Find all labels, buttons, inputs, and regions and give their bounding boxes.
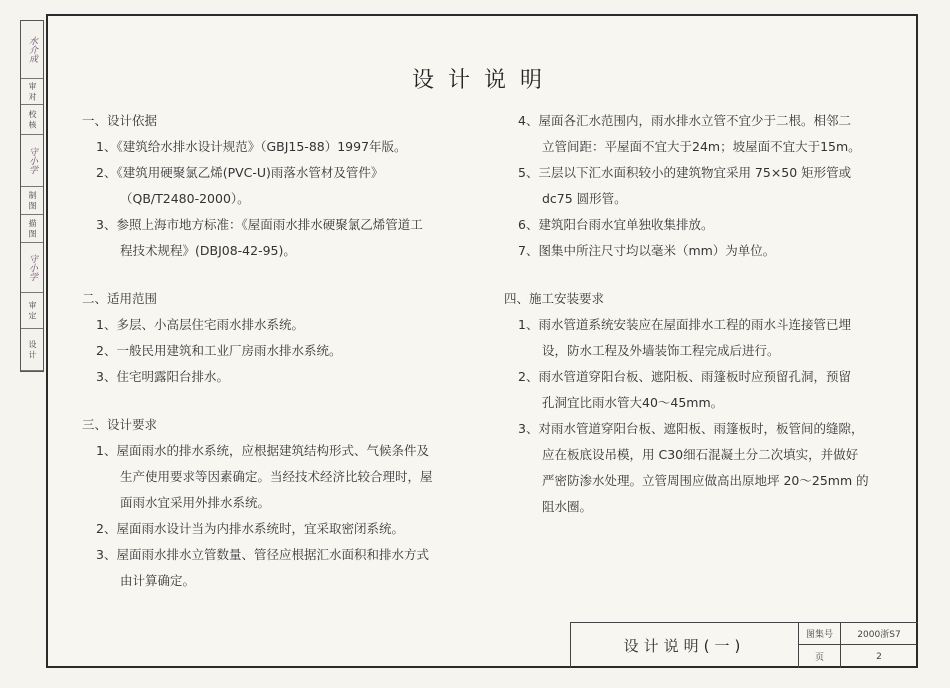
- side-strip-cell: [21, 243, 43, 293]
- list-item: 3、屋面雨水排水立管数量、管径应根据汇水面积和排水方式: [96, 547, 429, 562]
- atlas-value: 2000浙S7: [841, 623, 917, 645]
- list-item: 1、多层、小高层住宅雨水排水系统。: [96, 317, 304, 332]
- side-strip-label: 描 图: [28, 219, 37, 238]
- side-strip-label: 制 图: [28, 191, 37, 210]
- atlas-label: 图集号: [799, 623, 841, 645]
- side-strip-label: 审 定: [28, 301, 37, 320]
- side-strip-cell: [21, 135, 43, 187]
- list-item: 2、屋面雨水设计当为内排水系统时，宜采取密闭系统。: [96, 521, 404, 536]
- list-item: 5、三层以下汇水面积较小的建筑物宜采用 75×50 矩形管或: [518, 165, 852, 180]
- list-item-continuation: 应在板底设吊模，用 C30细石混凝土分二次填实，并做好: [542, 447, 859, 462]
- list-item: 1、《建筑给水排水设计规范》（GBJ15-88）1997年版。: [96, 139, 407, 154]
- list-item: 3、对雨水管道穿阳台板、遮阳板、雨篷板时，板管间的缝隙，: [518, 421, 864, 436]
- list-item: 2、雨水管道穿阳台板、遮阳板、雨篷板时应预留孔洞，预留: [518, 369, 851, 384]
- list-item: 1、雨水管道系统安装应在屋面排水工程的雨水斗连接管已埋: [518, 317, 851, 332]
- drawing-name: 设计说明(一): [571, 623, 799, 668]
- section-heading: 二、适用范围: [82, 291, 158, 306]
- list-item-continuation: 由计算确定。: [120, 573, 196, 588]
- right-column: [504, 108, 914, 520]
- signature-text: 守小学: [27, 254, 37, 281]
- side-strip-label: 设 计: [28, 340, 37, 359]
- page-label: 页: [799, 645, 841, 668]
- side-strip-cell: [21, 329, 43, 371]
- side-strip-label: 审 对: [28, 82, 37, 101]
- list-item-continuation: 生产使用要求等因素确定。当经技术经济比较合理时，屋: [120, 469, 433, 484]
- list-item: 4、屋面各汇水范围内，雨水排水立管不宜少于二根。相邻二: [518, 113, 851, 128]
- section-gap: [82, 390, 482, 412]
- list-item-continuation: 设，防水工程及外墙装饰工程完成后进行。: [542, 343, 780, 358]
- page-value: 2: [876, 651, 882, 662]
- list-item: 7、图集中所注尺寸均以毫米（mm）为单位。: [518, 243, 776, 258]
- list-item: 6、建筑阳台雨水宜单独收集排放。: [518, 217, 714, 232]
- list-item: 1、屋面雨水的排水系统，应根据建筑结构形式、气候条件及: [96, 443, 429, 458]
- side-strip-cell: [21, 215, 43, 243]
- signature-text: 守小学: [27, 147, 37, 174]
- signature-text: 水介成: [27, 36, 37, 63]
- list-item-continuation: 阻水圈。: [542, 499, 593, 514]
- side-strip-cell: [21, 187, 43, 215]
- list-item-continuation: 程技术规程》(DBJ08-42-95)。: [120, 243, 296, 258]
- list-item-continuation: （QB/T2480-2000）。: [120, 191, 250, 206]
- list-item-continuation: 严密防渗水处理。立管周围应做高出原地坪 20～25mm 的: [542, 473, 869, 488]
- drawing-frame: [46, 14, 918, 668]
- page-title: 设计说明: [411, 68, 556, 93]
- section-heading: 四、施工安装要求: [504, 291, 605, 306]
- side-strip-cell: [21, 79, 43, 105]
- list-item-continuation: 立管间距：平屋面不宜大于24m；坡屋面不宜大于15m。: [542, 139, 861, 154]
- side-strip-cell: [21, 21, 43, 79]
- list-item: 2、《建筑用硬聚氯乙烯(PVC-U)雨落水管材及管件》: [96, 165, 384, 180]
- left-column: [82, 108, 482, 594]
- section-gap: [504, 264, 914, 286]
- list-item: 2、一般民用建筑和工业厂房雨水排水系统。: [96, 343, 342, 358]
- list-item-continuation: 面雨水宜采用外排水系统。: [120, 495, 271, 510]
- list-item-continuation: 孔洞宜比雨水管大40～45mm。: [542, 395, 724, 410]
- section-heading: 一、设计依据: [82, 113, 158, 128]
- section-heading: 三、设计要求: [82, 417, 158, 432]
- side-strip-cell: [21, 105, 43, 135]
- section-gap: [82, 264, 482, 286]
- list-item: 3、住宅明露阳台排水。: [96, 369, 229, 384]
- side-strip-label: 校 核: [28, 110, 37, 129]
- side-strip-cell: [21, 293, 43, 329]
- signature-strip: [20, 20, 44, 372]
- list-item-continuation: dc75 圆形管。: [542, 191, 627, 206]
- list-item: 3、参照上海市地方标准：《屋面雨水排水硬聚氯乙烯管道工: [96, 217, 423, 232]
- title-block: [570, 622, 918, 668]
